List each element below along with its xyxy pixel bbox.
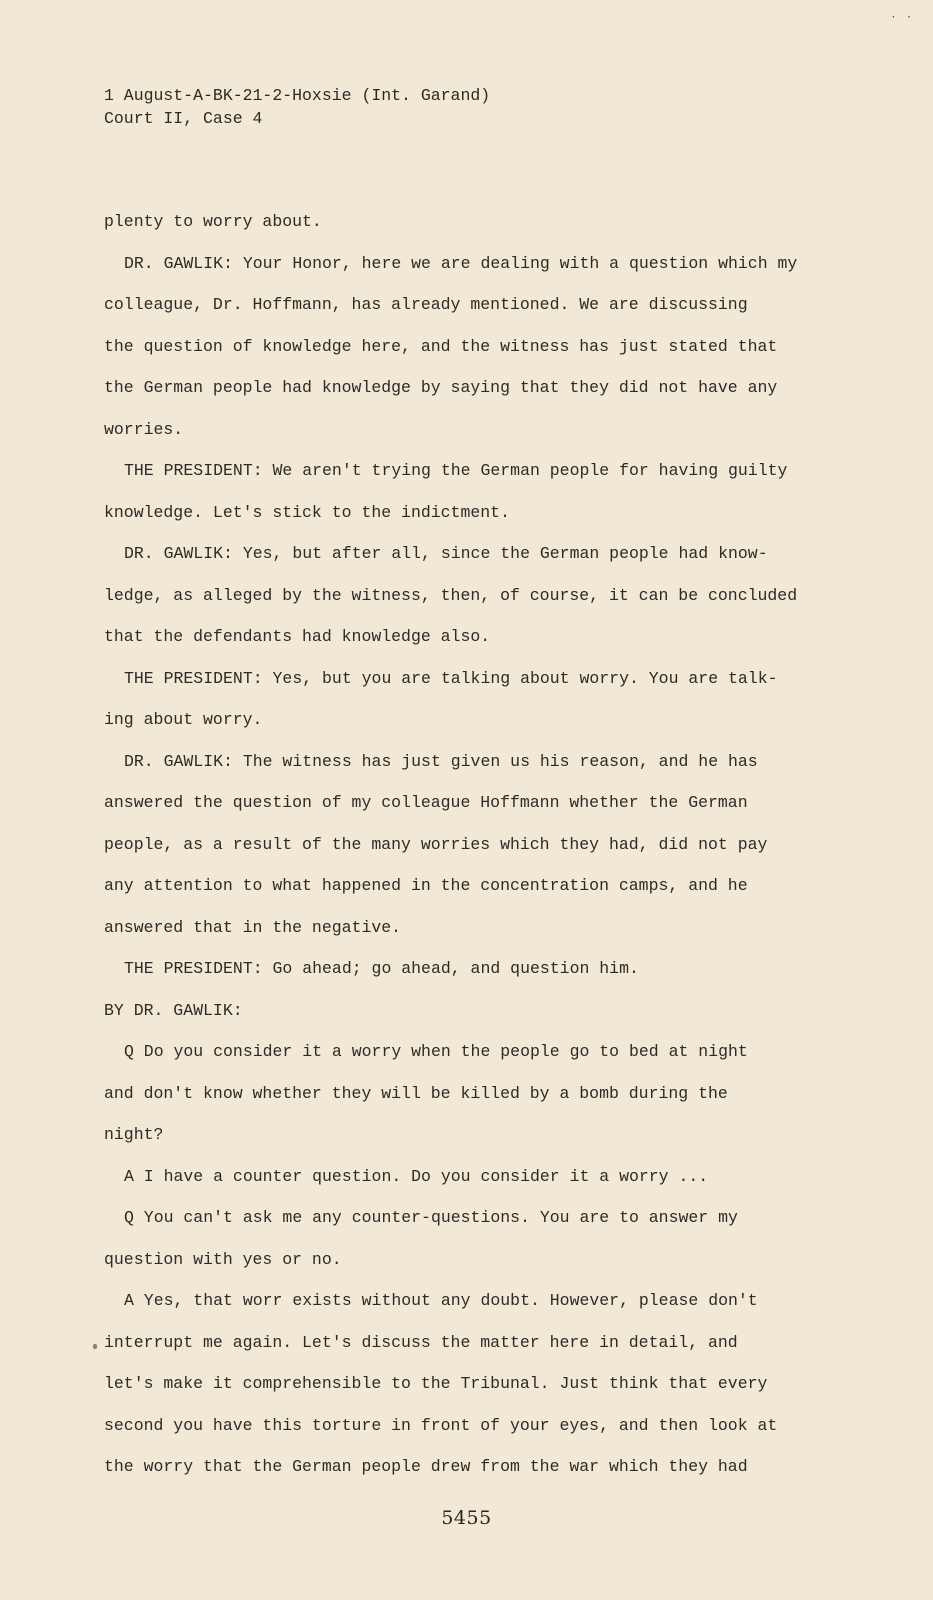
transcript-line: BY DR. GAWLIK: (104, 1000, 243, 1020)
transcript-line: and don't know whether they will be killed by a bomb during the (104, 1083, 728, 1103)
transcript-line: A I have a counter question. Do you consider it a worry ... (124, 1166, 709, 1186)
transcript-line: let's make it comprehensible to the Tribunal. Just think that every (104, 1374, 768, 1393)
header-court-case: Court II, Case 4 (104, 109, 263, 128)
transcript-line: THE PRESIDENT: Yes, but you are talking about worry. You are talk- (124, 668, 778, 688)
transcript-line: knowledge. Let's stick to the indictment. (104, 502, 510, 522)
transcript-line: A Yes, that worr exists without any doubt. However, please don't (124, 1291, 758, 1310)
transcript-line: the worry that the German people drew from the war which they had (104, 1457, 748, 1476)
transcript-line: ing about worry. (104, 710, 263, 729)
transcript-line: interrupt me again. Let's discuss the matter here in detail, and (104, 1332, 738, 1352)
document-header (104, 84, 490, 130)
transcript-line: second you have this torture in front of your eyes, and then look at (104, 1415, 778, 1435)
transcript-line: answered the question of my colleague Hoffmann whether the German (104, 793, 748, 812)
transcript-line: plenty to worry about. (104, 212, 322, 231)
transcript-line: DR. GAWLIK: Yes, but after all, since the German people had know- (124, 544, 768, 563)
transcript-line: the German people had knowledge by saying that they did not have any (104, 378, 778, 397)
transcript-line: Q You can't ask me any counter-questions. You are to answer my (124, 1208, 738, 1227)
transcript-line: people, as a result of the many worries which they had, did not pay (104, 834, 768, 854)
transcript-line: answered that in the negative. (104, 917, 402, 937)
transcript-line: DR. GAWLIK: The witness has just given us his reason, and he has (124, 751, 758, 771)
margin-mark (93, 1344, 97, 1349)
transcript-line: any attention to what happened in the concentration camps, and he (104, 876, 748, 895)
header-reference: 1 August-A-BK-21-2-Hoxsie (Int. Garand) (104, 86, 491, 105)
transcript-line: colleague, Dr. Hoffmann, has already mentioned. We are discussing (104, 295, 748, 314)
transcript-line: DR. GAWLIK: Your Honor, here we are dealing with a question which my (124, 253, 798, 273)
transcript-line: night? (104, 1125, 164, 1144)
page-number: 5455 (441, 1507, 492, 1529)
transcript-body (104, 207, 849, 1494)
transcript-line: worries. (104, 419, 184, 439)
transcript-line: THE PRESIDENT: We aren't trying the German people for having guilty (124, 461, 788, 480)
transcript-line: the question of knowledge here, and the witness has just stated that (104, 336, 778, 356)
transcript-line: that the defendants had knowledge also. (104, 627, 491, 646)
transcript-line: ledge, as alleged by the witness, then, of course, it can be concluded (104, 585, 798, 605)
transcript-line: question with yes or no. (104, 1249, 342, 1269)
transcript-line: Q Do you consider it a worry when the people go to bed at night (124, 1042, 748, 1061)
corner-marks: · · (891, 10, 915, 24)
transcript-line: THE PRESIDENT: Go ahead; go ahead, and question him. (124, 959, 639, 978)
